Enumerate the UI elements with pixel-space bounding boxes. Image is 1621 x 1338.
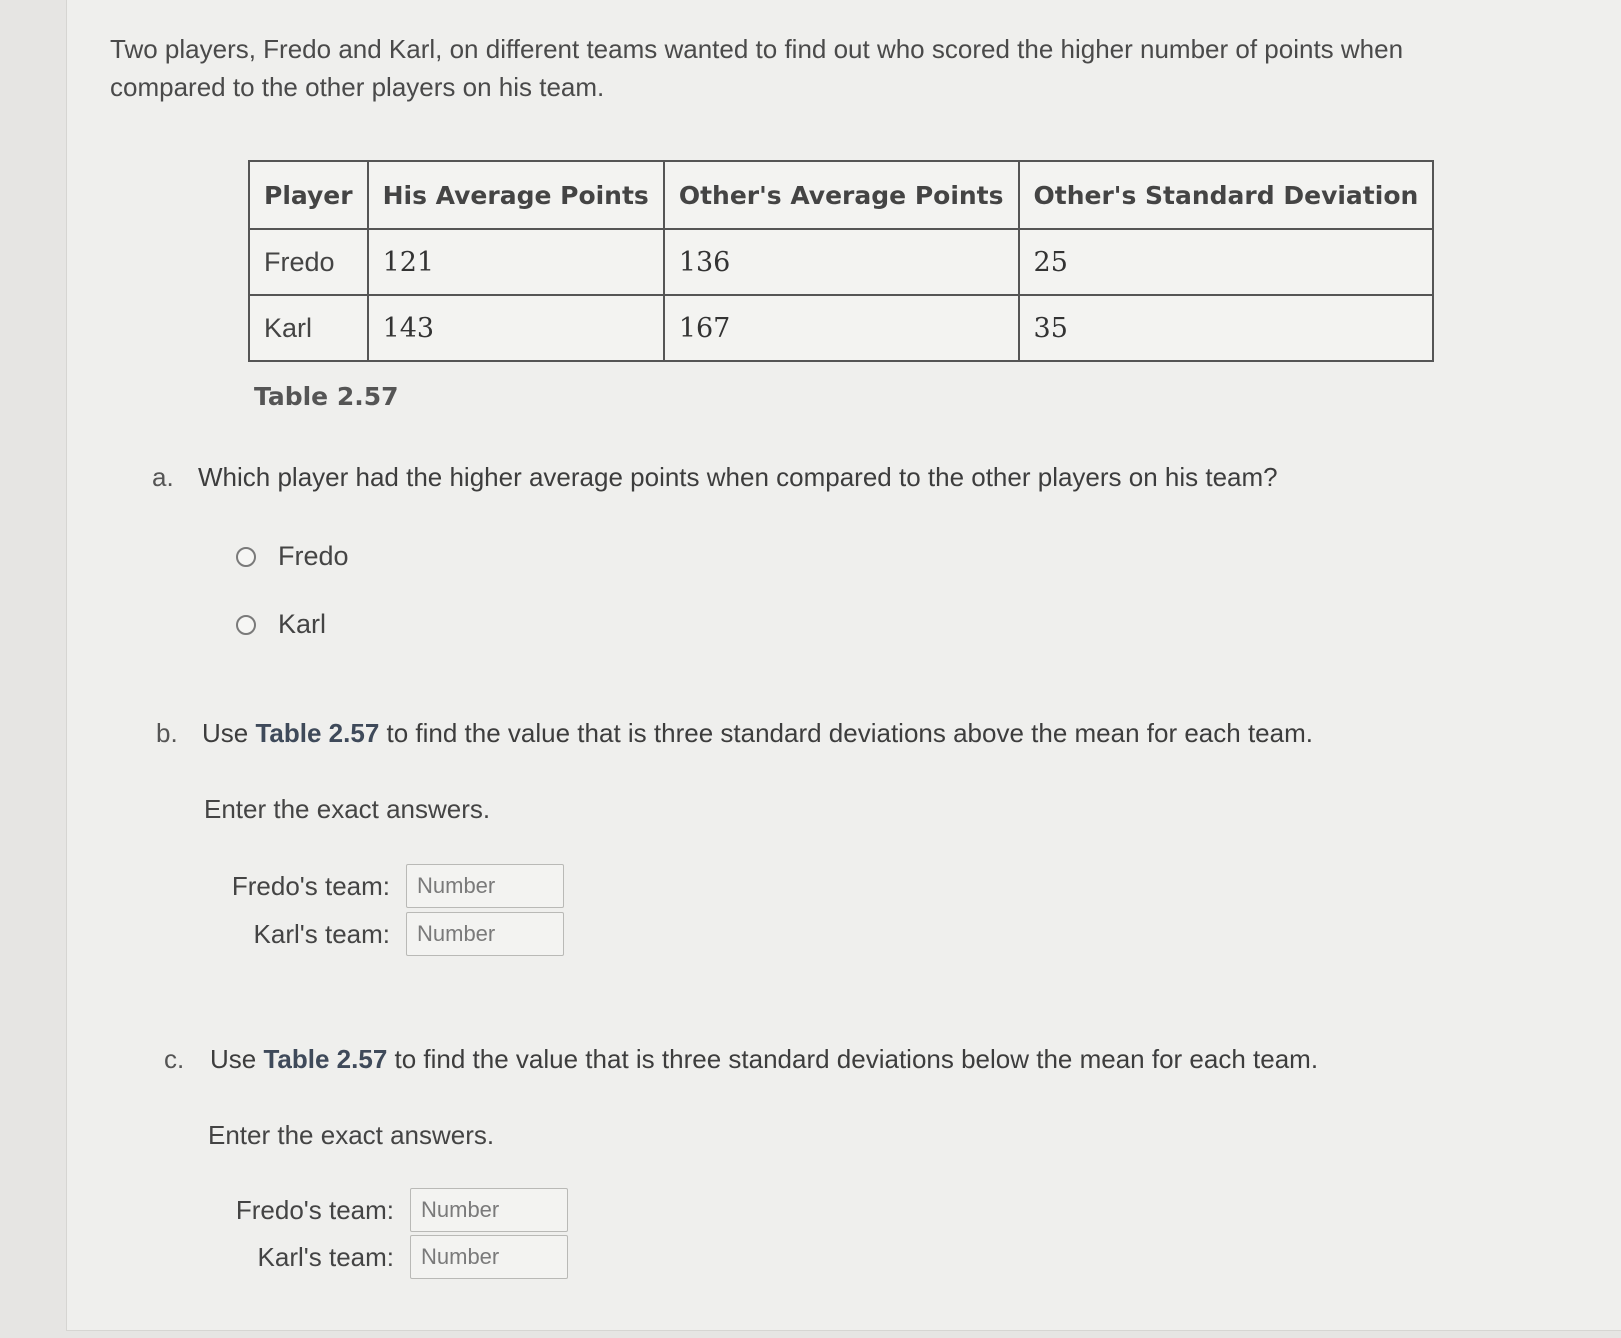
part-b-fredo-row	[220, 864, 564, 908]
part-b-letter: b.	[156, 718, 178, 748]
part-b-table-ref: Table 2.57	[255, 718, 380, 748]
part-c-fredo-label: Fredo's team:	[235, 1194, 394, 1225]
table-row	[249, 229, 1433, 295]
cell-others-average: 136	[664, 229, 1019, 295]
part-b-question	[156, 718, 1313, 749]
header-others-sd: Other's Standard Deviation	[1019, 161, 1434, 229]
cell-player: Fredo	[249, 229, 368, 295]
part-b-pre: Use	[202, 718, 256, 748]
cell-others-sd: 35	[1019, 295, 1434, 361]
option-fredo[interactable]	[236, 541, 349, 572]
part-a-text: Which player had the higher average points when compared to the other players on his team?	[198, 462, 1278, 492]
table-header-row	[249, 161, 1433, 229]
cell-his-average: 121	[368, 229, 664, 295]
part-b-post: to find the value that is three standard deviations above the mean for each team.	[379, 718, 1313, 748]
part-c-karl-input[interactable]	[410, 1235, 568, 1279]
part-c-letter: c.	[164, 1044, 185, 1074]
part-c-hint: Enter the exact answers.	[208, 1120, 495, 1150]
part-a-letter: a.	[152, 462, 174, 492]
cell-his-average: 143	[368, 295, 664, 361]
part-b-karl-label: Karl's team:	[253, 918, 390, 949]
part-b-karl-input[interactable]	[406, 912, 564, 956]
header-others-average: Other's Average Points	[664, 161, 1019, 229]
part-b-fredo-input[interactable]	[406, 864, 564, 908]
header-his-average: His Average Points	[368, 161, 664, 229]
radio-fredo[interactable]	[236, 547, 256, 567]
data-table	[248, 160, 1434, 362]
part-b-hint: Enter the exact answers.	[204, 794, 491, 824]
part-c-fredo-row	[224, 1188, 568, 1232]
cell-others-sd: 25	[1019, 229, 1434, 295]
part-b-fredo-label: Fredo's team:	[231, 870, 390, 901]
option-karl[interactable]	[236, 609, 326, 640]
part-b-karl-row	[220, 912, 564, 956]
table-row	[249, 295, 1433, 361]
header-player: Player	[249, 161, 368, 229]
part-c-pre: Use	[210, 1044, 264, 1074]
cell-player: Karl	[249, 295, 368, 361]
option-karl-label: Karl	[278, 609, 327, 639]
part-c-table-ref: Table 2.57	[263, 1044, 388, 1074]
option-fredo-label: Fredo	[278, 541, 349, 571]
problem-intro: Two players, Fredo and Karl, on different teams wanted to find out who scored the higher number of points when compared to the other players on his team.	[110, 34, 1404, 102]
part-c-post: to find the value that is three standard deviations below the mean for each team.	[387, 1044, 1319, 1074]
radio-karl[interactable]	[236, 615, 256, 635]
cell-others-average: 167	[664, 295, 1019, 361]
part-a-question	[152, 462, 1278, 493]
part-c-question	[164, 1044, 1318, 1075]
part-c-karl-row	[224, 1235, 568, 1279]
table-caption: Table 2.57	[254, 382, 399, 411]
part-c-karl-label: Karl's team:	[257, 1241, 394, 1272]
part-c-fredo-input[interactable]	[410, 1188, 568, 1232]
